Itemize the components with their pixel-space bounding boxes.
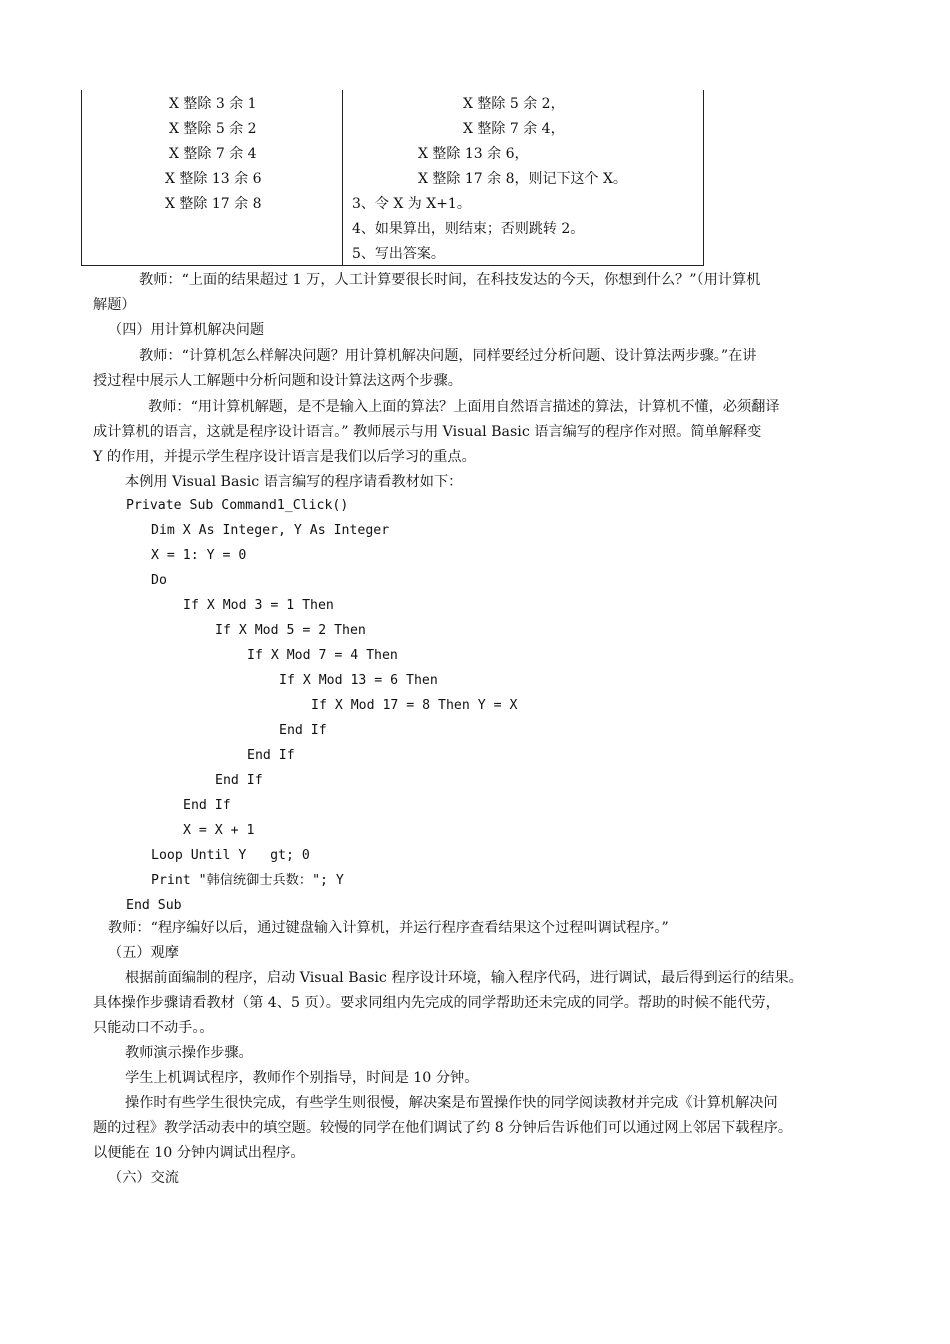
paragraph-line: 教师演示操作步骤。 [125,1045,253,1061]
code-line: If X Mod 3 = 1 Then [183,598,334,613]
section-heading: （四）用计算机解决问题 [108,322,265,338]
algorithm-table [81,90,704,266]
table-right-line: X 整除 5 余 2， [463,96,565,112]
paragraph-line: 操作时有些学生很快完成，有些学生则很慢，解决案是布置操作快的同学阅读教材并完成《计算机解决问 [125,1095,778,1111]
paragraph-line: 教师：“用计算机解题，是不是输入上面的算法？上面用自然语言描述的算法，计算机不懂，必须翻译 [148,399,780,415]
code-line: If X Mod 7 = 4 Then [247,648,398,663]
paragraph-line: 具体操作步骤请看教材（第 4、5 页）。要求同组内先完成的同学帮助还未完成的同学。帮助的时候不能代劳， [93,995,780,1011]
code-line: End Sub [126,898,182,913]
code-line: X = 1: Y = 0 [151,548,247,563]
paragraph-line: 成计算机的语言，这就是程序设计语言。” 教师展示与用 Visual Basic 语言编写的程序作对照。简单解释变 [93,424,762,440]
table-right-line: 3、令 X 为 X+1。 [352,196,471,212]
code-line: Dim X As Integer, Y As Integer [151,523,390,538]
section-heading: （五）观摩 [108,945,179,961]
table-right-line: X 整除 13 余 6， [418,146,529,162]
code-line: End If [215,773,263,788]
paragraph-line: 只能动口不动手。。 [93,1020,214,1036]
code-line: If X Mod 5 = 2 Then [215,623,366,638]
paragraph-line: 教师：“计算机怎么样解决问题？用计算机解决问题，同样要经过分析问题、设计算法两步骤。”在讲 [139,348,757,364]
table-right-line: X 整除 7 余 4， [463,121,565,137]
table-left-line: X 整除 13 余 6 [165,171,262,187]
code-line: If X Mod 17 = 8 Then Y = X [311,698,518,713]
paragraph-line: 题的过程》教学活动表中的填空题。较慢的同学在他们调试了约 8 分钟后告诉他们可以通过网上邻居下载程序。 [93,1120,793,1136]
paragraph-line: 以便能在 10 分钟内调试出程序。 [93,1145,305,1161]
code-line: Do [151,573,167,588]
table-left-line: X 整除 3 余 1 [169,96,257,112]
table-right-line: 4、如果算出，则结束；否则跳转 2。 [352,221,585,237]
paragraph-line: 解题） [93,297,136,313]
paragraph-line: 教师：“程序编好以后，通过键盘输入计算机，并运行程序查看结果这个过程叫调试程序。” [108,920,669,936]
code-line: Loop Until Y gt; 0 [151,848,310,863]
table-left-line: X 整除 5 余 2 [169,121,257,137]
paragraph-line: Y 的作用，并提示学生程序设计语言是我们以后学习的重点。 [93,449,476,465]
paragraph-line: 教师：“上面的结果超过 1 万，人工计算要很长时间，在科技发达的今天，你想到什么？”（用计算机 [139,272,761,288]
table-right-line: 5、写出答案。 [352,246,445,262]
table-column-divider [342,90,343,265]
table-left-line: X 整除 17 余 8 [165,196,262,212]
paragraph-line: 授过程中展示人工解题中分析问题和设计算法这两个步骤。 [93,373,462,389]
paragraph-line: 根据前面编制的程序，启动 Visual Basic 程序设计环境，输入程序代码，进行调试，最后得到运行的结果。 [125,970,803,986]
table-right-line: X 整除 17 余 8，则记下这个 X。 [418,171,627,187]
code-line: End If [247,748,295,763]
paragraph-line: 学生上机调试程序，教师作个别指导，时间是 10 分钟。 [125,1070,479,1086]
code-line: End If [279,723,327,738]
table-left-line: X 整除 7 余 4 [169,146,257,162]
paragraph-line: 本例用 Visual Basic 语言编写的程序请看教材如下： [125,474,463,490]
code-line: Print "韩信统御士兵数："; Y [151,873,344,888]
section-heading: （六）交流 [108,1170,179,1186]
code-line: X = X + 1 [183,823,255,838]
code-line: Private Sub Command1_Click() [126,498,349,513]
code-line: If X Mod 13 = 6 Then [279,673,438,688]
code-line: End If [183,798,231,813]
